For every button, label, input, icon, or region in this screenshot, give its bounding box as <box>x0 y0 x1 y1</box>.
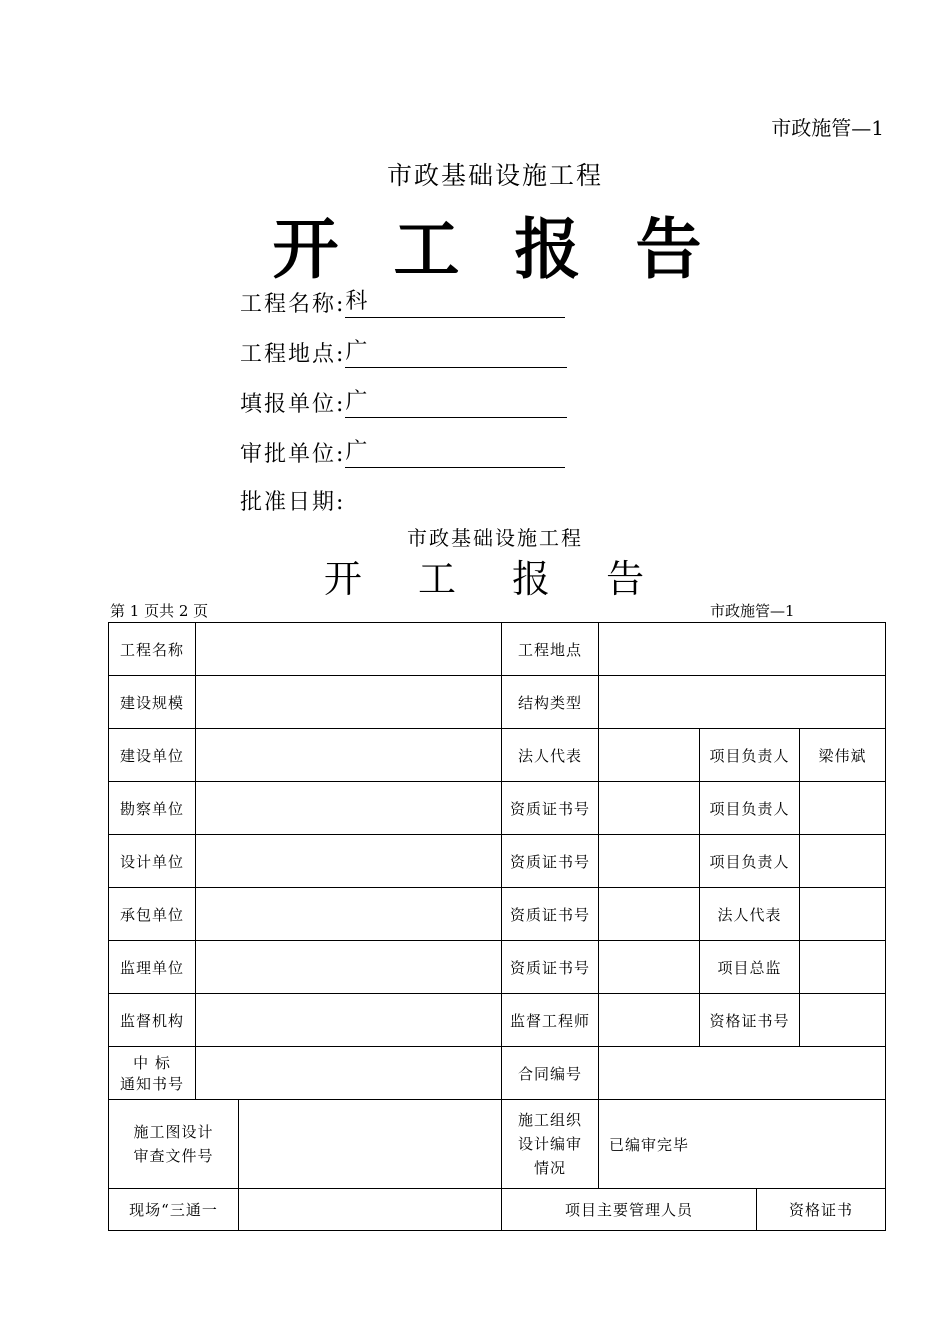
label-line: 中 标 <box>133 1054 171 1072</box>
label-cell <box>109 1100 239 1189</box>
table-row <box>109 835 886 888</box>
label-cell: 资格证书号 <box>700 994 800 1047</box>
label-cell: 现场“三通一 <box>109 1189 239 1231</box>
field-label: 填报单位: <box>240 392 346 417</box>
table-row <box>109 729 886 782</box>
value-cell <box>599 941 700 994</box>
value-cell <box>599 782 700 835</box>
label-cell: 资格证书 <box>757 1189 886 1231</box>
label-cell: 结构类型 <box>502 676 599 729</box>
value-cell <box>196 994 502 1047</box>
value-cell <box>196 835 502 888</box>
label-cell: 建设单位 <box>109 729 196 782</box>
label-cell: 设计单位 <box>109 835 196 888</box>
value-cell <box>599 888 700 941</box>
label-cell: 资质证书号 <box>502 941 599 994</box>
label-line: 施工组织 <box>517 1111 582 1129</box>
field-label: 审批单位: <box>240 442 346 467</box>
cover-subtitle: 市政基础设施工程 <box>386 161 603 190</box>
form-subtitle: 市政基础设施工程 <box>407 526 583 550</box>
label-cell: 资质证书号 <box>502 835 599 888</box>
label-cell: 监理单位 <box>109 941 196 994</box>
value-cell <box>800 994 886 1047</box>
table-row <box>109 994 886 1047</box>
table-row <box>109 941 886 994</box>
value-cell <box>196 941 502 994</box>
label-cell: 资质证书号 <box>502 782 599 835</box>
label-line: 通知书号 <box>119 1075 184 1093</box>
field-approving-unit <box>240 434 565 468</box>
table-row <box>109 623 886 676</box>
form-code-small: 市政施管—1 <box>710 602 795 620</box>
value-cell: 已编审完毕 <box>599 1100 886 1189</box>
label-cell: 工程名称 <box>109 623 196 676</box>
table-row <box>109 1047 886 1100</box>
label-cell: 资质证书号 <box>502 888 599 941</box>
label-cell: 项目负责人 <box>700 782 800 835</box>
value-cell <box>800 835 886 888</box>
label-line: 审查文件号 <box>133 1147 214 1165</box>
value-cell <box>800 782 886 835</box>
label-cell <box>502 1100 599 1189</box>
value-cell <box>196 888 502 941</box>
field-label: 批准日期: <box>240 490 346 515</box>
value-cell <box>239 1100 502 1189</box>
label-cell: 项目负责人 <box>700 729 800 782</box>
page-info: 第 1 页共 2 页 <box>110 602 209 620</box>
value-cell <box>800 888 886 941</box>
form-title: 开 工 报 告 <box>323 557 667 601</box>
label-cell: 建设规模 <box>109 676 196 729</box>
value-cell <box>196 729 502 782</box>
table-row <box>109 1100 886 1189</box>
value-cell: 梁伟斌 <box>800 729 886 782</box>
label-cell: 法人代表 <box>700 888 800 941</box>
value-cell <box>196 623 502 676</box>
field-project-location <box>240 334 567 368</box>
cover-title: 开 工 报 告 <box>272 210 718 288</box>
field-label: 工程名称: <box>240 292 346 317</box>
field-value: 科 <box>345 287 565 318</box>
table-row <box>109 888 886 941</box>
field-reporting-unit <box>240 384 567 418</box>
value-cell <box>599 623 886 676</box>
label-cell: 承包单位 <box>109 888 196 941</box>
field-approval-date <box>240 482 345 516</box>
start-report-table <box>108 622 886 1231</box>
label-cell <box>109 1047 196 1100</box>
label-line: 情况 <box>533 1159 566 1177</box>
label-cell: 监督工程师 <box>502 994 599 1047</box>
label-cell: 项目负责人 <box>700 835 800 888</box>
value-cell <box>196 1047 502 1100</box>
value-cell <box>800 941 886 994</box>
field-value: 广 <box>345 337 567 368</box>
label-cell: 项目主要管理人员 <box>502 1189 757 1231</box>
value-cell <box>599 1047 886 1100</box>
value-cell <box>196 676 502 729</box>
table-row <box>109 676 886 729</box>
table-row <box>109 782 886 835</box>
field-project-name <box>240 284 565 318</box>
value-cell <box>599 994 700 1047</box>
label-cell: 监督机构 <box>109 994 196 1047</box>
label-cell: 勘察单位 <box>109 782 196 835</box>
field-value: 广 <box>345 387 567 418</box>
value-cell <box>599 676 886 729</box>
label-line: 设计编审 <box>517 1135 582 1153</box>
label-cell: 法人代表 <box>502 729 599 782</box>
value-cell <box>599 835 700 888</box>
label-cell: 合同编号 <box>502 1047 599 1100</box>
form-code: 市政施管—1 <box>771 116 884 140</box>
field-label: 工程地点: <box>240 342 346 367</box>
field-value: 广 <box>345 437 565 468</box>
label-cell: 工程地点 <box>502 623 599 676</box>
value-cell <box>196 782 502 835</box>
label-cell: 项目总监 <box>700 941 800 994</box>
table-row <box>109 1189 886 1231</box>
value-cell <box>239 1189 502 1231</box>
label-line: 施工图设计 <box>133 1123 214 1141</box>
value-cell <box>599 729 700 782</box>
